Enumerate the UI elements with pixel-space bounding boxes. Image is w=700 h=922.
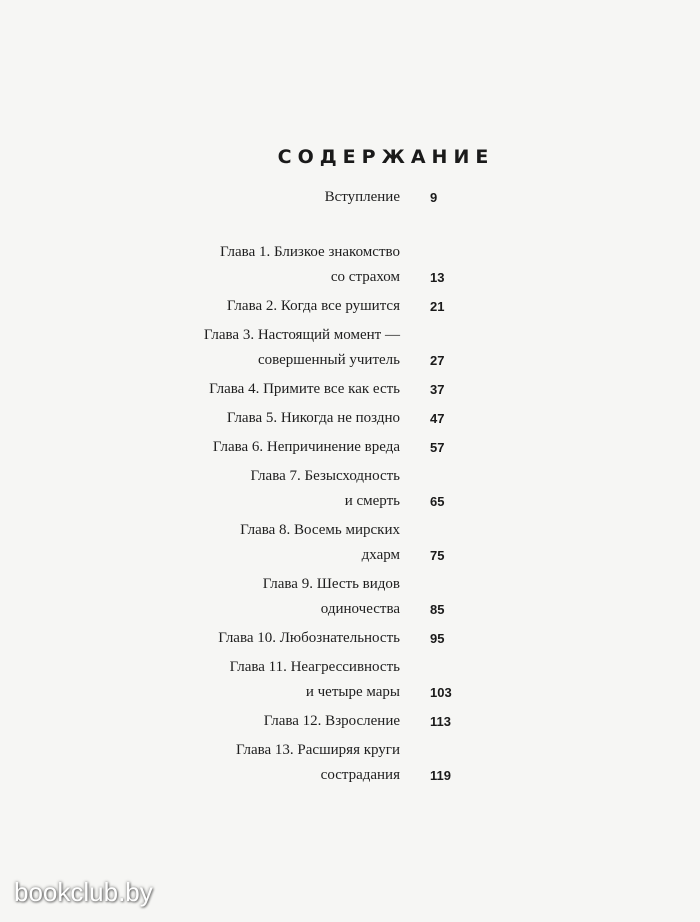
toc-page-number: 95 bbox=[430, 631, 445, 646]
toc-page-number: 27 bbox=[430, 353, 445, 368]
toc-entry-title: Глава 2. Когда все рушится bbox=[226, 298, 400, 314]
toc-entry-title: Глава 9. Шесть видов bbox=[262, 576, 400, 592]
toc-page-number: 65 bbox=[430, 494, 445, 509]
toc-entry-title: Глава 1. Близкое знакомство bbox=[220, 244, 400, 260]
toc-entry-title: Глава 13. Расширяя круги bbox=[235, 742, 400, 758]
toc-page-number: 13 bbox=[430, 270, 445, 285]
toc-entry-title: совершенный учитель bbox=[257, 352, 400, 368]
toc-page-number: 47 bbox=[430, 411, 445, 426]
toc-entry-title: одиночества bbox=[320, 601, 400, 617]
toc-entry-title: со страхом bbox=[330, 269, 400, 285]
toc-entry-title: и четыре мары bbox=[305, 684, 400, 700]
toc-entry bbox=[0, 377, 700, 402]
toc-entry bbox=[0, 435, 700, 460]
toc-page-number: 9 bbox=[430, 190, 438, 205]
toc-entry-title: Глава 10. Любознательность bbox=[218, 630, 400, 646]
toc-entry-title: сострадания bbox=[320, 767, 400, 783]
toc-entry bbox=[0, 709, 700, 734]
toc-entry bbox=[0, 240, 700, 290]
toc-entry bbox=[0, 626, 700, 651]
toc-page-number: 119 bbox=[430, 768, 451, 783]
toc-entry-intro bbox=[0, 185, 700, 210]
toc-entry-title: Глава 5. Никогда не поздно bbox=[226, 410, 400, 426]
toc-page-number: 113 bbox=[430, 714, 451, 729]
toc-entry-title: Глава 7. Безысходность bbox=[250, 468, 400, 484]
page-title: СОДЕРЖАНИЕ bbox=[277, 146, 495, 168]
watermark-logo: bookclub.by bbox=[14, 877, 153, 907]
toc-page-number: 57 bbox=[430, 440, 445, 455]
toc-entry bbox=[0, 655, 700, 705]
toc-entry-title: Глава 11. Неагрессивность bbox=[229, 659, 400, 675]
toc-entry bbox=[0, 518, 700, 568]
table-of-contents bbox=[0, 185, 700, 792]
toc-page-number: 21 bbox=[430, 299, 445, 314]
toc-page-number: 103 bbox=[430, 685, 452, 700]
toc-entry-title: Глава 3. Настоящий момент — bbox=[203, 327, 400, 343]
toc-entry-title: дхарм bbox=[361, 547, 400, 563]
toc-entry bbox=[0, 738, 700, 788]
toc-entry bbox=[0, 572, 700, 622]
toc-entry-title: Глава 12. Взросление bbox=[263, 713, 400, 729]
toc-page-number: 75 bbox=[430, 548, 445, 563]
toc-page-number: 37 bbox=[430, 382, 445, 397]
toc-entry bbox=[0, 406, 700, 431]
toc-entry-title: Глава 6. Непричинение вреда bbox=[212, 439, 400, 455]
toc-entry bbox=[0, 294, 700, 319]
toc-entry-title: и смерть bbox=[344, 493, 400, 509]
toc-entry-title: Глава 8. Восемь мирских bbox=[240, 522, 400, 538]
toc-entry-title: Вступление bbox=[324, 189, 400, 205]
toc-entry bbox=[0, 323, 700, 373]
toc-entry-title: Глава 4. Примите все как есть bbox=[209, 381, 400, 397]
toc-entry bbox=[0, 464, 700, 514]
toc-page-number: 85 bbox=[430, 602, 445, 617]
